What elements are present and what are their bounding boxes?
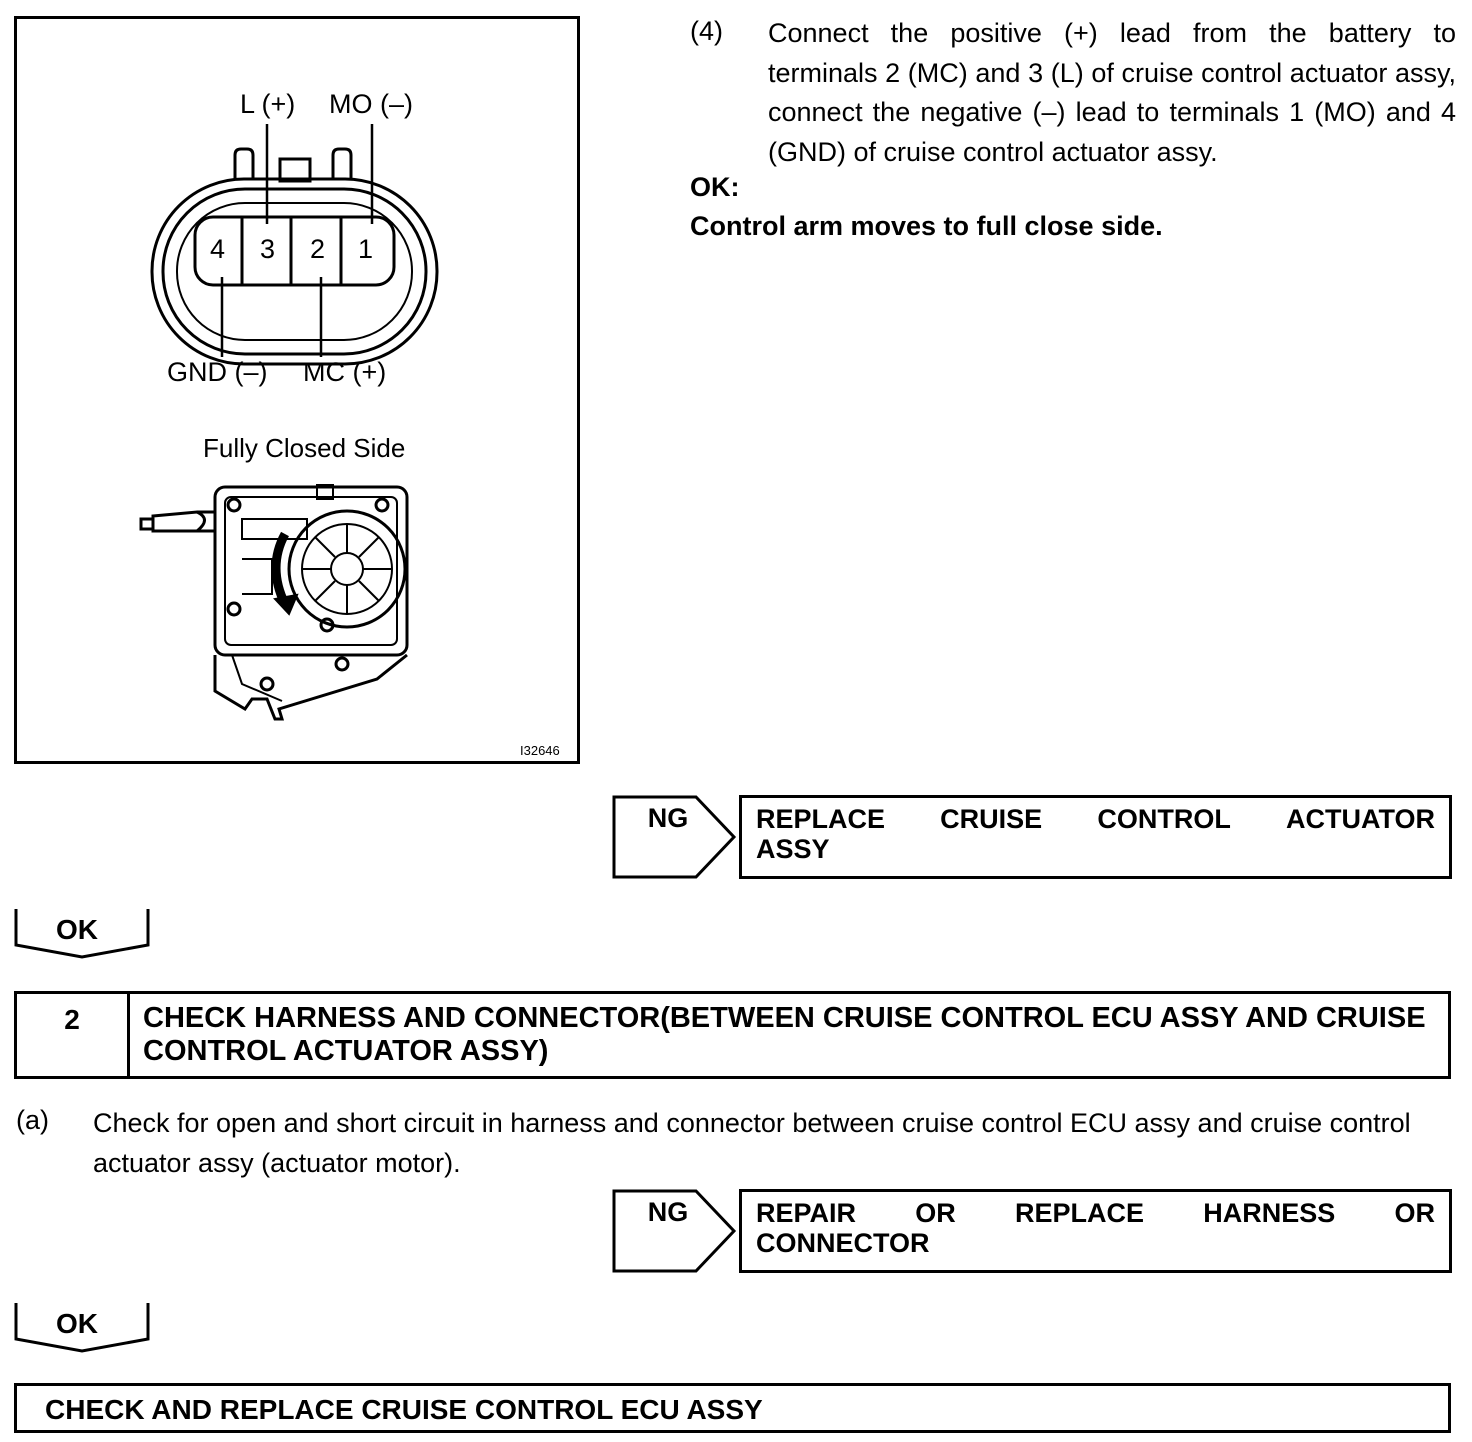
pin-1: 1 xyxy=(358,234,374,264)
connector-diagram xyxy=(17,19,577,761)
action-word: CONTROL xyxy=(1097,804,1231,834)
step-number: (4) xyxy=(690,16,723,46)
action-line-2: ASSY xyxy=(756,834,830,864)
connector-shell xyxy=(152,149,437,364)
action-line-1 xyxy=(756,804,1435,834)
action-word: OR xyxy=(915,1198,956,1228)
check-step-header xyxy=(14,991,1451,1079)
action-word: OR xyxy=(1394,1198,1435,1228)
sub-step-text: Check for open and short circuit in harness and connector between cruise control ECU assy and cruise control actuator assy (actuator motor). xyxy=(93,1108,1411,1178)
ng-label-1: NG xyxy=(647,803,689,833)
pin-4: 4 xyxy=(210,234,226,264)
label-l-plus: L (+) xyxy=(240,89,296,119)
action-line-2: CONNECTOR xyxy=(756,1228,930,1258)
action-word: REPAIR xyxy=(756,1198,857,1228)
action-word: REPLACE xyxy=(756,804,886,834)
rotation-arrow xyxy=(276,534,285,604)
action-word: CRUISE xyxy=(940,804,1043,834)
ng-label-2: NG xyxy=(647,1197,689,1227)
final-action-box: CHECK AND REPLACE CRUISE CONTROL ECU ASSY xyxy=(14,1383,1451,1433)
figure-id: I32646 xyxy=(520,743,560,758)
label-mo-minus: MO (–) xyxy=(329,89,413,119)
ok-criteria-label: OK: xyxy=(690,172,740,202)
label-gnd-minus: GND (–) xyxy=(167,357,268,387)
action-word: REPLACE xyxy=(1014,1198,1144,1228)
figure-caption: Fully Closed Side xyxy=(203,433,406,463)
actuator-body xyxy=(141,485,407,719)
action-line-1 xyxy=(756,1198,1435,1228)
label-mc-plus: MC (+) xyxy=(303,357,387,387)
sub-step-label: (a) xyxy=(16,1105,49,1135)
action-word: HARNESS xyxy=(1203,1198,1336,1228)
ok-criteria-result: Control arm moves to full close side. xyxy=(690,211,1163,241)
pin-3: 3 xyxy=(260,234,276,264)
pin-2: 2 xyxy=(310,234,326,264)
check-step-title: CHECK HARNESS AND CONNECTOR(BETWEEN CRUISE CONTROL ECU ASSY AND CRUISE CONTROL ACTUATOR ASSY) xyxy=(143,1002,1426,1067)
ok-label-2: OK xyxy=(56,1308,98,1339)
ok-label-1: OK xyxy=(56,914,98,945)
connector-figure xyxy=(14,16,580,764)
action-repair-harness xyxy=(739,1189,1452,1273)
action-replace-actuator xyxy=(739,795,1452,879)
action-word: ACTUATOR xyxy=(1285,804,1435,834)
check-step-number: 2 xyxy=(17,994,130,1076)
step-text: Connect the positive (+) lead from the battery to terminals 2 (MC) and 3 (L) of cruise control actuator assy, connect the negative (–) lead to terminals 1 (MO) and 4 (GND) of cruise control actuator assy. xyxy=(768,18,1456,167)
